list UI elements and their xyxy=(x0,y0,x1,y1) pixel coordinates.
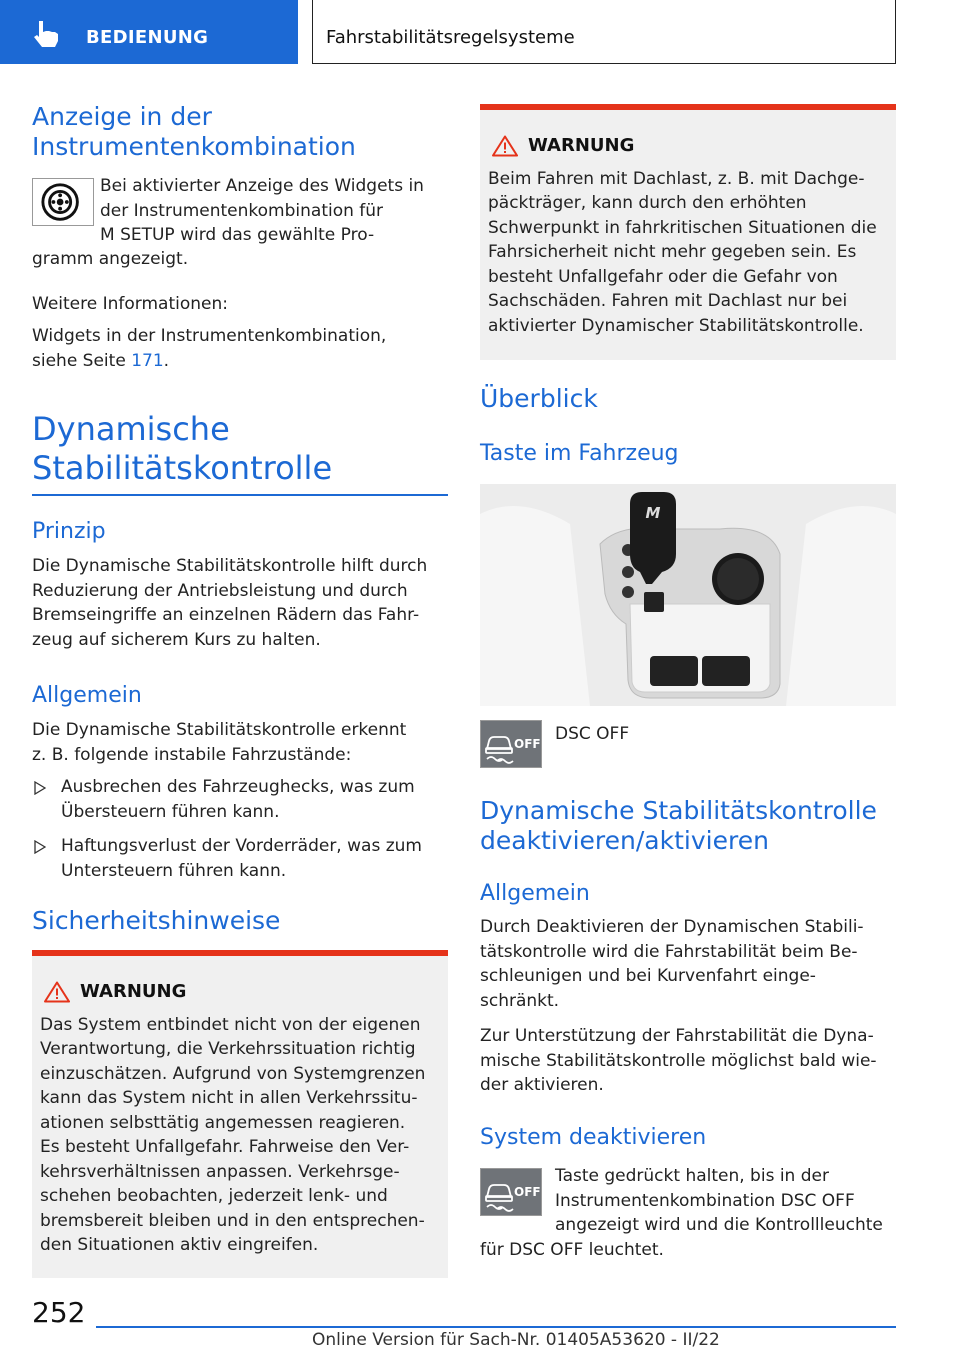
dsc-off-icon-box xyxy=(480,720,542,768)
widget-icon-box xyxy=(32,178,94,226)
heading-prinzip: Prinzip xyxy=(32,519,106,544)
heading-allgemein-right: Allgemein xyxy=(480,881,590,906)
heading-system-deaktivieren: System deaktivieren xyxy=(480,1125,707,1150)
warning-triangle-icon xyxy=(44,981,70,1003)
page-number: 252 xyxy=(32,1296,86,1329)
chapter-title-box xyxy=(312,0,896,64)
list-item: Ausbrechen des Fahrzeughecks, was zum Übersteuern führen kann. xyxy=(32,775,448,824)
warning-label: WARNUNG xyxy=(80,981,187,1002)
section-rule xyxy=(32,494,448,496)
heading-allgemein: Allgemein xyxy=(32,683,142,708)
warning-triangle-icon xyxy=(492,135,518,157)
heading-anzeige: Anzeige in der Instrumentenkombination xyxy=(32,102,356,161)
footer-version: Online Version für Sach-Nr. 01405A53620 - II/22 xyxy=(312,1330,720,1350)
hand-pointer-icon xyxy=(30,19,64,49)
section-label: BEDIENUNG xyxy=(86,27,209,48)
dsc-icon-label: OFF xyxy=(514,737,541,751)
weitere-info: Weitere Informationen: xyxy=(32,294,228,314)
system-text-cont: für DSC OFF leuchtet. xyxy=(480,1240,664,1260)
warning-box-right xyxy=(480,104,896,360)
center-console-photo xyxy=(480,484,896,706)
allgemein-text: Die Dynamische Stabilitätskontrolle erkennt z. B. folgende instabile Fahrzustände: xyxy=(32,720,407,765)
section-tab xyxy=(0,0,298,64)
dsc-off-label: DSC OFF xyxy=(555,724,630,744)
instability-list xyxy=(32,775,448,893)
system-text-indent: Taste gedrückt halten, bis in der Instrumentenkombination DSC OFF angezeigt wird und die Kontrollleuchte xyxy=(555,1166,883,1235)
unterstuetzung-text: Zur Unterstützung der Fahrstabilität die Dyna- mische Stabilitätskontrolle möglichst bald wie- der aktivieren. xyxy=(480,1026,877,1095)
dsc-off-icon-box xyxy=(480,1168,542,1216)
triangle-bullet-icon xyxy=(34,840,46,854)
warning-text: Das System entbindet nicht von der eigenen Verantwortung, die Verkehrssituation richtig einzuschätzen. Aufgrund von Systemgrenzen kann das System nicht in allen Verkehrssitu- ationen selbsttätig angemessen reagieren. Es besteht Unfallgefahr. Fahrweise den Ver- kehrsverhältnissen anpassen. Verkehrsge- schehen beobachten, jederzeit lenk- und bremsbereit bleiben und in den entsprechen- den Situationen aktiv eingreifen. xyxy=(40,1014,426,1255)
console-illustration xyxy=(480,484,896,706)
chapter-title: Fahrstabilitätsregelsysteme xyxy=(326,27,575,48)
footer-rule xyxy=(96,1326,896,1328)
heading-dsc: Dynamische Stabilitätskontrolle xyxy=(32,410,333,487)
m-logo: M xyxy=(645,504,661,522)
dsc-icon-label: OFF xyxy=(514,1185,541,1199)
prinzip-text: Die Dynamische Stabilitätskontrolle hilft durch Reduzierung der Antriebsleistung und durch Bremseingriffe an einzelnen Rädern das Fahr- zeug auf sicherem Kurs zu halten. xyxy=(32,556,428,650)
list-item: Haftungsverlust der Vorderräder, was zum Untersteuern führen kann. xyxy=(32,834,448,883)
warning-text: Beim Fahren mit Dachlast, z. B. mit Dachge- päckträger, kann durch den erhöhten Schwerpunkt in fahrkritischen Situationen die Fahrsicherheit nicht mehr gegeben sein. Es besteht Unfallgefahr oder die Gefahr von Sachschäden. Fahren mit Dachlast nur bei aktivierter Dynamischer Stabilitätskontrolle. xyxy=(488,168,877,336)
right-column xyxy=(480,96,896,1296)
anzeige-text-indent: Bei aktivierter Anzeige des Widgets in der Instrumentenkombination für M SETUP wird das gewählte Pro- xyxy=(100,176,424,245)
wheel-settings-icon xyxy=(33,179,93,225)
allgemein-text-right: Durch Deaktivieren der Dynamischen Stabili- tätskontrolle wird die Fahrstabilität beim Be- schleunigen und bei Kurvenfahrt einge- schränkt. xyxy=(480,917,864,1011)
heading-taste: Taste im Fahrzeug xyxy=(480,441,679,466)
anzeige-text-cont: gramm angezeigt. xyxy=(32,249,189,269)
left-column xyxy=(32,96,448,1296)
widgets-ref: Widgets in der Instrumentenkombination, siehe Seite 171. xyxy=(32,326,387,371)
page-link-171[interactable]: 171 xyxy=(131,350,164,371)
heading-ueberblick: Überblick xyxy=(480,384,598,413)
triangle-bullet-icon xyxy=(34,781,46,795)
heading-sicherheit: Sicherheitshinweise xyxy=(32,906,281,935)
warning-label: WARNUNG xyxy=(528,135,635,156)
warning-box-left xyxy=(32,950,448,1278)
heading-deaktivieren: Dynamische Stabilitätskontrolle deaktivieren/aktivieren xyxy=(480,796,877,855)
